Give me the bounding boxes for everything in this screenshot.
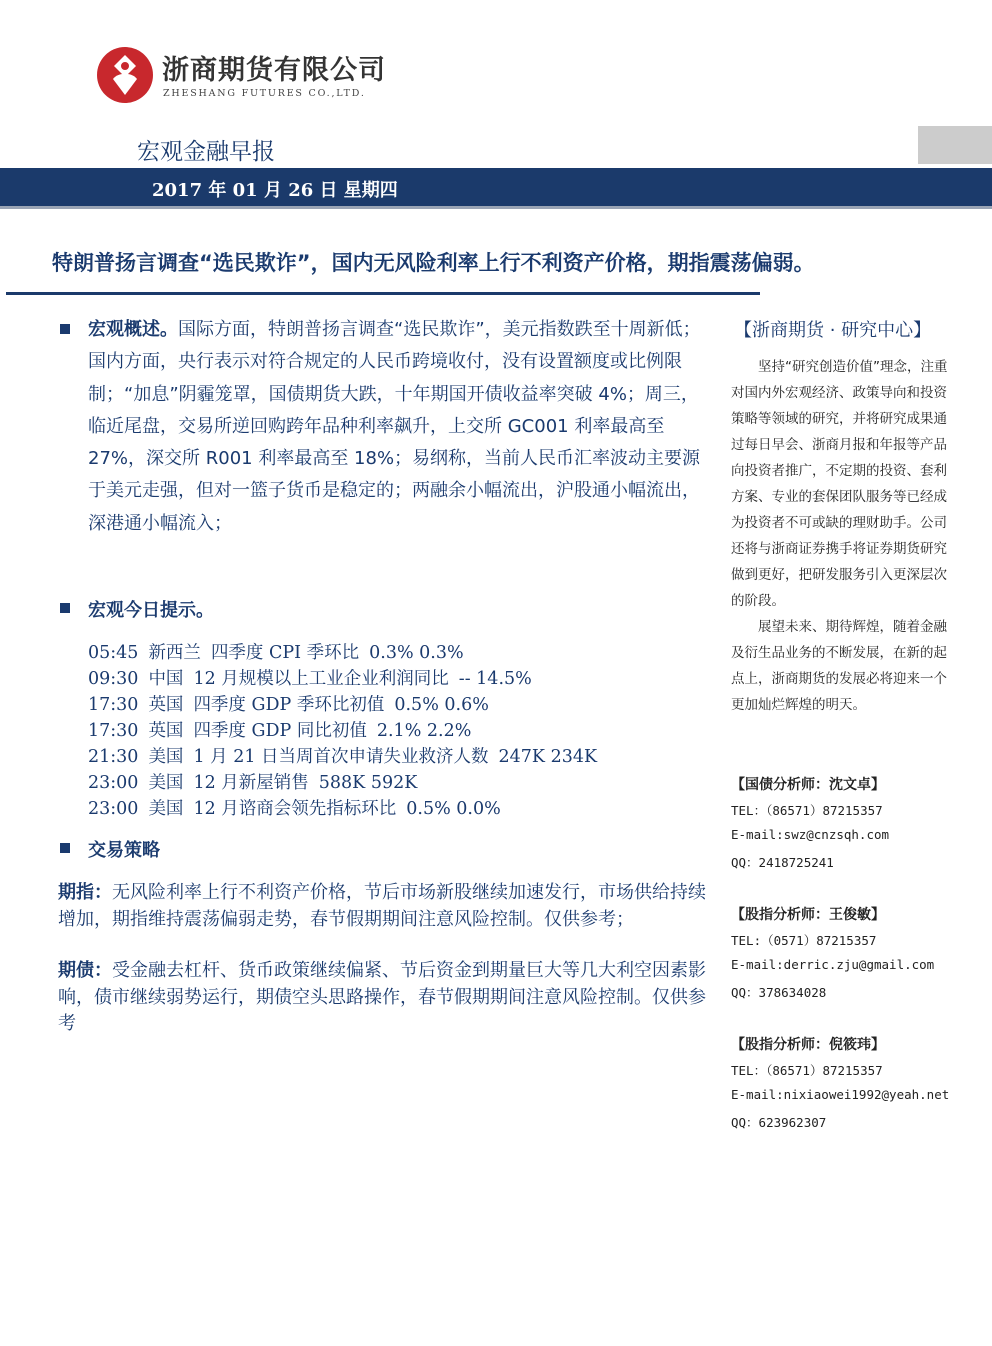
analyst-qq: QQ：378634028: [731, 985, 827, 1000]
analyst-email[interactable]: E-mail:nixiaowei1992@yeah.net: [731, 1087, 950, 1102]
analyst-tel: TEL：（86571）87215357: [731, 1063, 883, 1078]
calendar-item: 23:00 美国 12 月新屋销售 588K 592K: [88, 773, 418, 793]
calendar-item: 21:30 美国 1 月 21 日当周首次申请失业救济人数 247K 234K: [88, 747, 598, 767]
headline-divider: [6, 292, 760, 295]
company-name-cn: 浙商期货有限公司: [162, 55, 386, 86]
date-band: [0, 168, 992, 209]
analyst-tel: TEL:（0571）87215357: [731, 933, 877, 948]
calendar-item: 17:30 英国 四季度 GDP 季环比初值 0.5% 0.6%: [88, 695, 489, 715]
company-name-en: ZHESHANG FUTURES CO.,LTD.: [163, 88, 366, 99]
analyst-qq: QQ：2418725241: [731, 855, 834, 870]
analyst-email[interactable]: E-mail:swz@cnzsqh.com: [731, 827, 890, 842]
analyst-qq: QQ：623962307: [731, 1115, 827, 1130]
bond-futures-text: 受金融去杠杆、货币政策继续偏紧、节后资金到期量巨大等几大利空因素影响，债市继续弱势运行，期债空头思路操作，春节假期期间注意风险控制。仅供参考: [58, 960, 706, 1034]
headline: 特朗普扬言调查“选民欺诈”，国内无风险利率上行不利资产价格，期指震荡偏弱。: [52, 251, 815, 275]
overview-text: 国际方面，特朗普扬言调查“选民欺诈”，美元指数跌至十周新低；国内方面，央行表示对符合规定的人民币跨境收付，没有设置额度或比例限制；“加息”阴霾笼罩，国债期货大跌，十年期国开债收益率突破 4%；周三，临近尾盘，交易所逆回购跨年品种利率飙升，上交所 GC001 利率最高至 27%，深交所 R001 利率最高至 18%；易纲称，当前人民币汇率波动主要源于美元走强，但对一篮子货币是稳定的；两融余小幅流出，沪股通小幅流出，深港通小幅流入；: [88, 319, 701, 534]
index-futures-text: 无风险利率上行不利资产价格，节后市场新股继续加速发行，市场供给持续增加，期指维持震荡偏弱走势，春节假期期间注意风险控制。仅供参考；: [58, 882, 706, 930]
company-logo-icon: [96, 46, 154, 104]
bond-futures-paragraph: [58, 958, 712, 1038]
analyst-title: 【国债分析师：沈文卓】: [731, 777, 885, 793]
index-futures-paragraph: [58, 880, 712, 933]
calendar-item: 09:30 中国 12 月规模以上工业企业利润同比 -- 14.5%: [88, 669, 532, 689]
strategy-bullet-icon: [60, 843, 70, 853]
economic-calendar: [88, 640, 708, 822]
overview-title: 宏观概述。: [88, 319, 178, 340]
index-futures-label: 期指：: [58, 882, 112, 903]
calendar-item: 05:45 新西兰 四季度 CPI 季环比 0.3% 0.3%: [88, 643, 464, 663]
analyst-title: 【股指分析师：倪筱玮】: [731, 1037, 885, 1053]
analyst-title: 【股指分析师：王俊敏】: [731, 907, 885, 923]
research-center-paragraph-1: 坚持“研究创造价值”理念，注重对国内外宏观经济、政策导向和投资策略等领域的研究，并将研究成果通过每日早会、浙商月报和年报等产品向投资者推广，不定期的投资、套利方案、专业的套保团队服务等已经成为投资者不可或缺的理财助手。公司还将与浙商证券携手将证券期货研究做到更好，把研发服务引入更深层次的阶段。: [731, 359, 948, 609]
macro-today-bullet-icon: [60, 603, 70, 613]
report-type-title: 宏观金融早报: [137, 139, 275, 165]
bond-futures-label: 期债：: [58, 960, 112, 981]
overview-bullet-icon: [60, 324, 70, 334]
calendar-item: 23:00 美国 12 月谘商会领先指标环比 0.5% 0.0%: [88, 799, 501, 819]
header-gray-block: [918, 126, 992, 164]
analyst-email[interactable]: E-mail:derric.zju@gmail.com: [731, 957, 935, 972]
overview-paragraph: [88, 314, 712, 540]
calendar-item: 17:30 英国 四季度 GDP 同比初值 2.1% 2.2%: [88, 721, 472, 741]
strategy-title: 交易策略: [88, 840, 160, 861]
research-center-paragraph-2: 展望未来、期待辉煌，随着金融及衍生品业务的不断发展，在新的起点上，浙商期货的发展必将迎来一个更加灿烂辉煌的明天。: [731, 619, 947, 713]
analyst-tel: TEL：（86571）87215357: [731, 803, 883, 818]
research-center-title: 【浙商期货 · 研究中心】: [734, 320, 932, 341]
macro-today-title: 宏观今日提示。: [88, 600, 214, 621]
report-date: 2017 年 01 月 26 日 星期四: [152, 180, 398, 201]
